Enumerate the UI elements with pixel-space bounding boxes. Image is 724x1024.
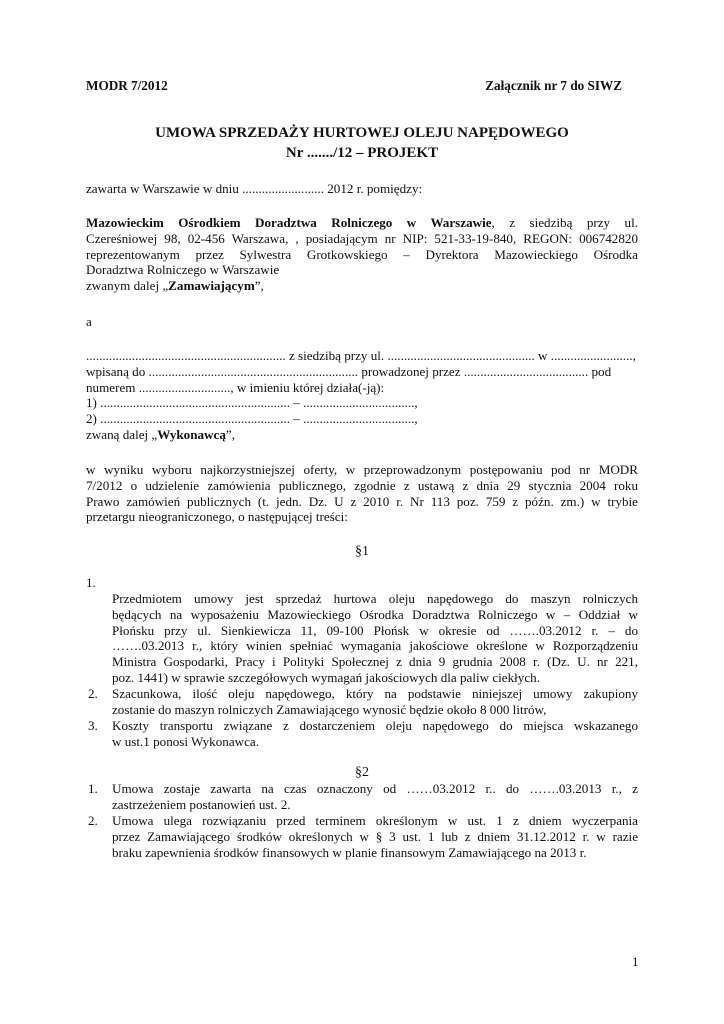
party2-line2: wpisaną do ................................................................ prowadzonej przez ...................................... pod [86, 363, 612, 379]
party-wykonawca [86, 348, 638, 443]
s1-item2 [112, 686, 638, 718]
s1-item3-line: Koszty transportu związane z dostarczeniem oleju napędowego do miejsca wskazanego [112, 718, 638, 733]
document-title: UMOWA SPRZEDAŻY HURTOWEJ OLEJU NAPĘDOWEGO [155, 125, 569, 141]
section-1-heading: §1 [355, 544, 369, 559]
s1-item1 [112, 591, 638, 686]
s1-item3-number: 3. [88, 718, 98, 733]
s1-item2-number: 2. [88, 686, 98, 701]
party2-line5: 2) .......................................................... – .................................., [86, 411, 418, 427]
party1-line2: Czereśniowej 98, 02-456 Warszawa, , posiadającym nr NIP: 521-33-19-840, REGON: 006742820 [86, 230, 638, 246]
party1-called: zwanym dalej „Zamawiającym”, [86, 278, 264, 294]
party2-line3: numerem ............................, w imieniu której działa(-ją): [86, 379, 385, 395]
party1-line1: Mazowieckim Ośrodkiem Doradztwa Rolniczego w Warszawie, z siedzibą przy ul. [86, 215, 638, 230]
s1-item1-number: 1. [86, 575, 96, 590]
party2-line4: 1) .......................................................... – .................................., [86, 395, 418, 411]
intro-text: zawarta w Warszawie w dniu ......................... 2012 r. pomiędzy: [86, 181, 423, 196]
preamble-line1: w wyniku wyboru najkorzystniejszej oferty, w przeprowadzonym postępowaniu pod nr MODR [86, 462, 638, 477]
s1-item1-line: Ministra Gospodarki, Pracy i Polityki Społecznej z dnia 9 grudnia 2008 r. (Dz. U. nr 221, [112, 654, 638, 670]
s2-item2-number: 2. [88, 813, 98, 828]
preamble [86, 462, 638, 525]
s1-item2-line: zostanie do maszyn rolniczych Zamawiającego wynosić będzie około 8 000 litrów, [112, 701, 547, 717]
s2-item1-line: zastrzeżeniem postanowień ust. 2. [112, 796, 291, 812]
party1-line3: reprezentowanym przez Sylwestra Grotkowskiego – Dyrektora Mazowieckiego Ośrodka [86, 246, 638, 262]
party-zamawiajacy [86, 215, 638, 294]
s1-item1-line: Przedmiotem umowy jest sprzedaż hurtowa oleju napędowego do maszyn rolniczych [112, 591, 638, 606]
s2-item2-line: Umowa ulega rozwiązaniu przed terminem określonym w ust. 1 z dniem wyczerpania [112, 813, 638, 828]
party2-called: zwaną dalej „Wykonawcą”, [86, 426, 235, 442]
s1-item1-line: poz. 1441) w sprawie szczegółowych wymagań jakościowych dla paliw ciekłych. [112, 669, 540, 685]
s1-item3 [112, 718, 638, 750]
conjunction: a [86, 314, 92, 329]
header-reference: MODR 7/2012 [86, 78, 168, 93]
s2-item2-line: braku zapewnienia środków finansowych w planie finansowym Zamawiającego na 2013 r. [112, 844, 587, 860]
preamble-line4: przetargu nieograniczonego, o następującej treści: [86, 509, 348, 525]
s1-item2-line: Szacunkowa, ilość oleju napędowego, który na podstawie niniejszej umowy zakupiony [112, 686, 638, 701]
s1-item1-line: …….03.2013 r., który winien spełniać wymagania jakościowe określone w Rozporządzeniu [112, 638, 638, 654]
s1-item1-line: będących na wyposażeniu Mazowieckiego Ośrodka Doradztwa Rolniczego w – Oddział w [112, 606, 638, 622]
s2-item1-line: Umowa zostaje zawarta na czas oznaczony od ……03.2012 r.. do …….03.2013 r., z [112, 781, 638, 796]
s1-item3-line: w ust.1 ponosi Wykonawca. [112, 733, 259, 749]
s2-item1-number: 1. [88, 781, 98, 796]
party1-name: Mazowieckim Ośrodkiem Doradztwa Rolniczego w Warszawie [86, 215, 492, 230]
preamble-line2: 7/2012 o udzielenie zamówienia publicznego, zgodnie z ustawą z dnia 29 stycznia 2004 roku [86, 477, 638, 493]
preamble-line3: Prawo zamówień publicznych (t. jedn. Dz. U z 2010 r. Nr 113 poz. 759 z późn. zm.) w trybie [86, 493, 638, 509]
s2-item1 [112, 781, 638, 813]
page-number: 1 [632, 954, 639, 969]
party2-line1: ............................................................. z siedzibą przy ul. ............................................. w ........................., [86, 348, 636, 363]
header-attachment: Załącznik nr 7 do SIWZ [485, 78, 622, 93]
s2-item2 [112, 813, 638, 860]
document-number: Nr ......./12 – PROJEKT [285, 145, 439, 161]
s2-item2-line: przez Zamawiającego środków określonych w § 3 ust. 1 lub z dniem 31.12.2012 r. w razie [112, 828, 638, 844]
section-2-heading: §2 [355, 765, 369, 780]
s1-item1-line: Płońsku przy ul. Sienkiewicza 11, 09-100 Płońsk w okresie od …….03.2012 r. – do [112, 622, 638, 638]
party1-line4: Doradztwa Rolniczego w Warszawie [86, 262, 280, 278]
